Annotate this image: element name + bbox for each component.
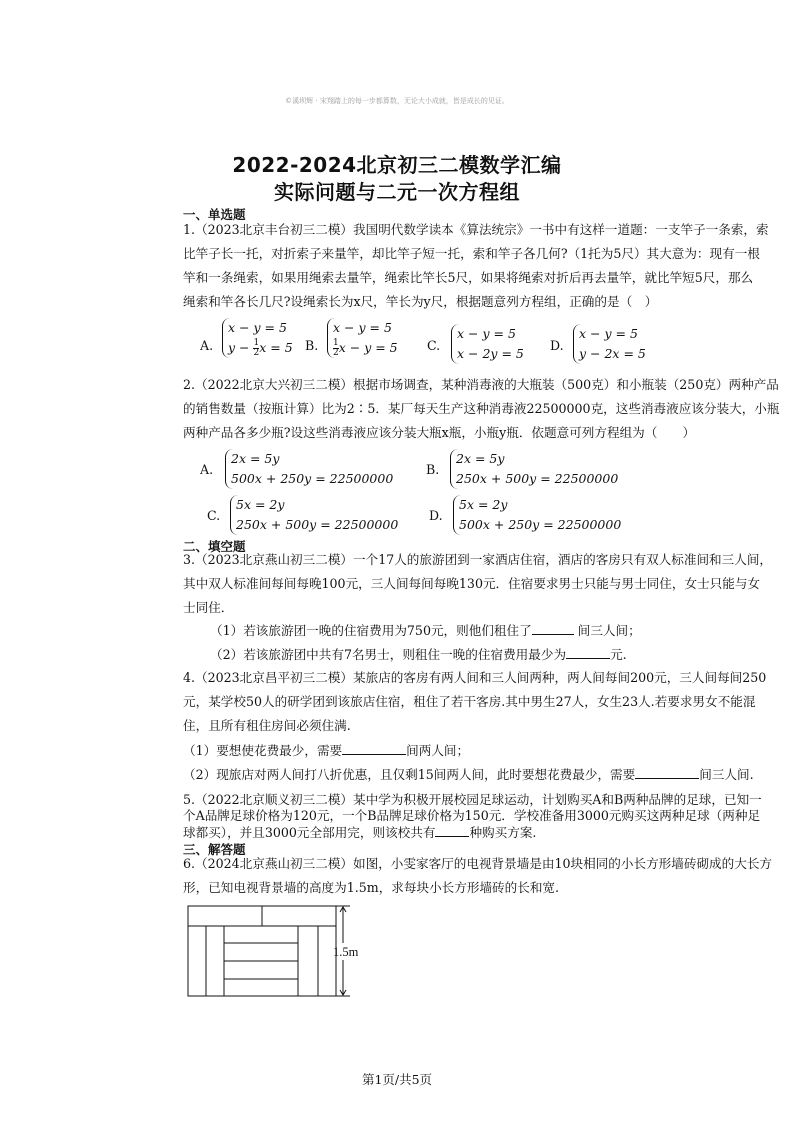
q2-option-c-label: C. bbox=[207, 508, 221, 523]
q2-option-d-label: D. bbox=[429, 508, 443, 523]
q1-option-b-system: x − y = 5 $\frac{1}{2}$ x − y = 5 bbox=[327, 318, 398, 358]
height-label: 1.5m bbox=[333, 945, 359, 959]
q1-option-d-label: D. bbox=[550, 338, 564, 353]
q6-line: 形，已知电视背景墙的高度为1.5m，求每块小长方形墙砖的长和宽. bbox=[183, 880, 560, 895]
q1-option-c-system: x − y = 5 x − 2y = 5 bbox=[451, 324, 524, 364]
brick-wall-figure bbox=[180, 900, 380, 1002]
q2-option-c-system: 5x = 2y 250x + 500y = 22500000 bbox=[230, 495, 398, 535]
q5-line: 5.（2022北京顺义初三二模）某中学为积极开展校园足球运动，计划购买A和B两种品牌的足球，已知一 bbox=[183, 792, 762, 807]
answer-blank[interactable] bbox=[342, 742, 406, 755]
q1-option-d-system: x − y = 5 y − 2x = 5 bbox=[573, 324, 646, 364]
q2-line: 两种产品各多少瓶?设这些消毒液应该分装大瓶x瓶，小瓶y瓶．依题意可列方程组为（ ） bbox=[183, 425, 696, 440]
q3-line: 士同住． bbox=[183, 600, 234, 615]
section-fill-blank: 二、填空题 bbox=[183, 539, 246, 554]
document-title: 2022-2024北京初三二模数学汇编 bbox=[232, 153, 562, 177]
page-footer: 第1页/共5页 bbox=[361, 1072, 433, 1087]
q6-line: 6.（2024北京燕山初三二模）如图，小雯家客厅的电视背景墙是由10块相同的小长方形墙砖砌成的大长方 bbox=[183, 856, 773, 871]
q4-sub2: （2）现旅店对两人间打八折优惠，且仅剩15间两人间，此时要想花费最少，需要 间三人间. bbox=[183, 767, 754, 782]
q1-option-a-system: x − y = 5 y − $\frac{1}{2}$ x = 5 bbox=[222, 318, 293, 358]
answer-blank[interactable] bbox=[635, 766, 699, 779]
section-answer: 三、解答题 bbox=[183, 842, 246, 857]
q1-option-a-label: A. bbox=[200, 338, 214, 353]
q2-option-b-label: B. bbox=[426, 462, 440, 477]
header-note: ©溪坝辉 · 宋翔踏上的每一步都算数，无论大小成就，皆是成长的见证。 bbox=[285, 97, 509, 105]
q5-line-last: 球都买），并且3000元全部用完，则该校共有 种购买方案. bbox=[183, 825, 537, 840]
q1-option-c-label: C. bbox=[427, 338, 441, 353]
q4-line: 4.（2023北京昌平初三二模）某旅店的客房有两人间和三人间两种，两人间每间200元，三人间每间250 bbox=[183, 670, 767, 685]
q2-option-a-system: 2x = 5y 500x + 250y = 22500000 bbox=[225, 449, 393, 489]
q3-sub2: （2）若该旅游团中共有7名男士，则租住一晚的住宿费用最少为 元. bbox=[210, 647, 627, 662]
q4-sub1: （1）要想使花费最少，需要 间两人间； bbox=[183, 743, 470, 758]
answer-blank[interactable] bbox=[566, 646, 610, 659]
answer-blank[interactable] bbox=[532, 622, 574, 635]
q1-line: 竿和一条绳索，如果用绳索去量竿，绳索比竿长5尺，如果将绳索对折后再去量竿，就比竿短5尺，那么 bbox=[183, 270, 754, 285]
q2-line: 2.（2022北京大兴初三二模）根据市场调查，某种消毒液的大瓶装（500克）和小瓶装（250克）两种产品 bbox=[183, 377, 779, 392]
document-subtitle: 实际问题与二元一次方程组 bbox=[274, 180, 520, 204]
q4-line: 住，且所有租住房间必须住满. bbox=[183, 718, 351, 733]
section-single-choice: 一、单选题 bbox=[183, 207, 246, 222]
q2-line: 的销售数量（按瓶计算）比为2∶5．某厂每天生产这种消毒液22500000克，这些消毒液应该分装大，小瓶 bbox=[183, 401, 780, 416]
q1-line: 1.（2023北京丰台初三二模）我国明代数学读本《算法统宗》一书中有这样一道题：一支竿子一条索，索 bbox=[183, 222, 769, 237]
q3-line: 3.（2023北京燕山初三二模）一个17人的旅游团到一家酒店住宿，酒店的客房只有双人标准间和三人间， bbox=[183, 552, 773, 567]
q3-sub1: （1）若该旅游团一晚的住宿费用为750元，则他们租住了 间三人间； bbox=[210, 623, 641, 638]
q4-line: 元，某学校50人的研学团到该旅店住宿，租住了若干客房.其中男生27人，女生23人.若要求男女不能混 bbox=[183, 694, 756, 709]
q1-line: 比竿子长一托，对折索子来量竿，却比竿子短一托，索和竿子各几何?（1托为5尺）其大意为：现有一根 bbox=[183, 246, 760, 261]
answer-blank[interactable] bbox=[435, 824, 469, 837]
q5-line: 个A品牌足球价格为120元，一个B品牌足球价格为150元．学校准备用3000元购买这两种足球（两种足 bbox=[183, 808, 761, 823]
q3-line: 其中双人标准间每间每晚100元，三人间每间每晚130元．住宿要求男士只能与男士同住，女士只能与女 bbox=[183, 576, 761, 591]
q1-line: 绳索和竿各长几尺?设绳索长为x尺，竿长为y尺，根据题意列方程组，正确的是（ ） bbox=[183, 294, 658, 309]
q2-option-b-system: 2x = 5y 250x + 500y = 22500000 bbox=[450, 449, 618, 489]
q2-option-d-system: 5x = 2y 500x + 250y = 22500000 bbox=[453, 495, 621, 535]
q1-option-b-label: B. bbox=[305, 338, 319, 353]
q2-option-a-label: A. bbox=[200, 462, 214, 477]
